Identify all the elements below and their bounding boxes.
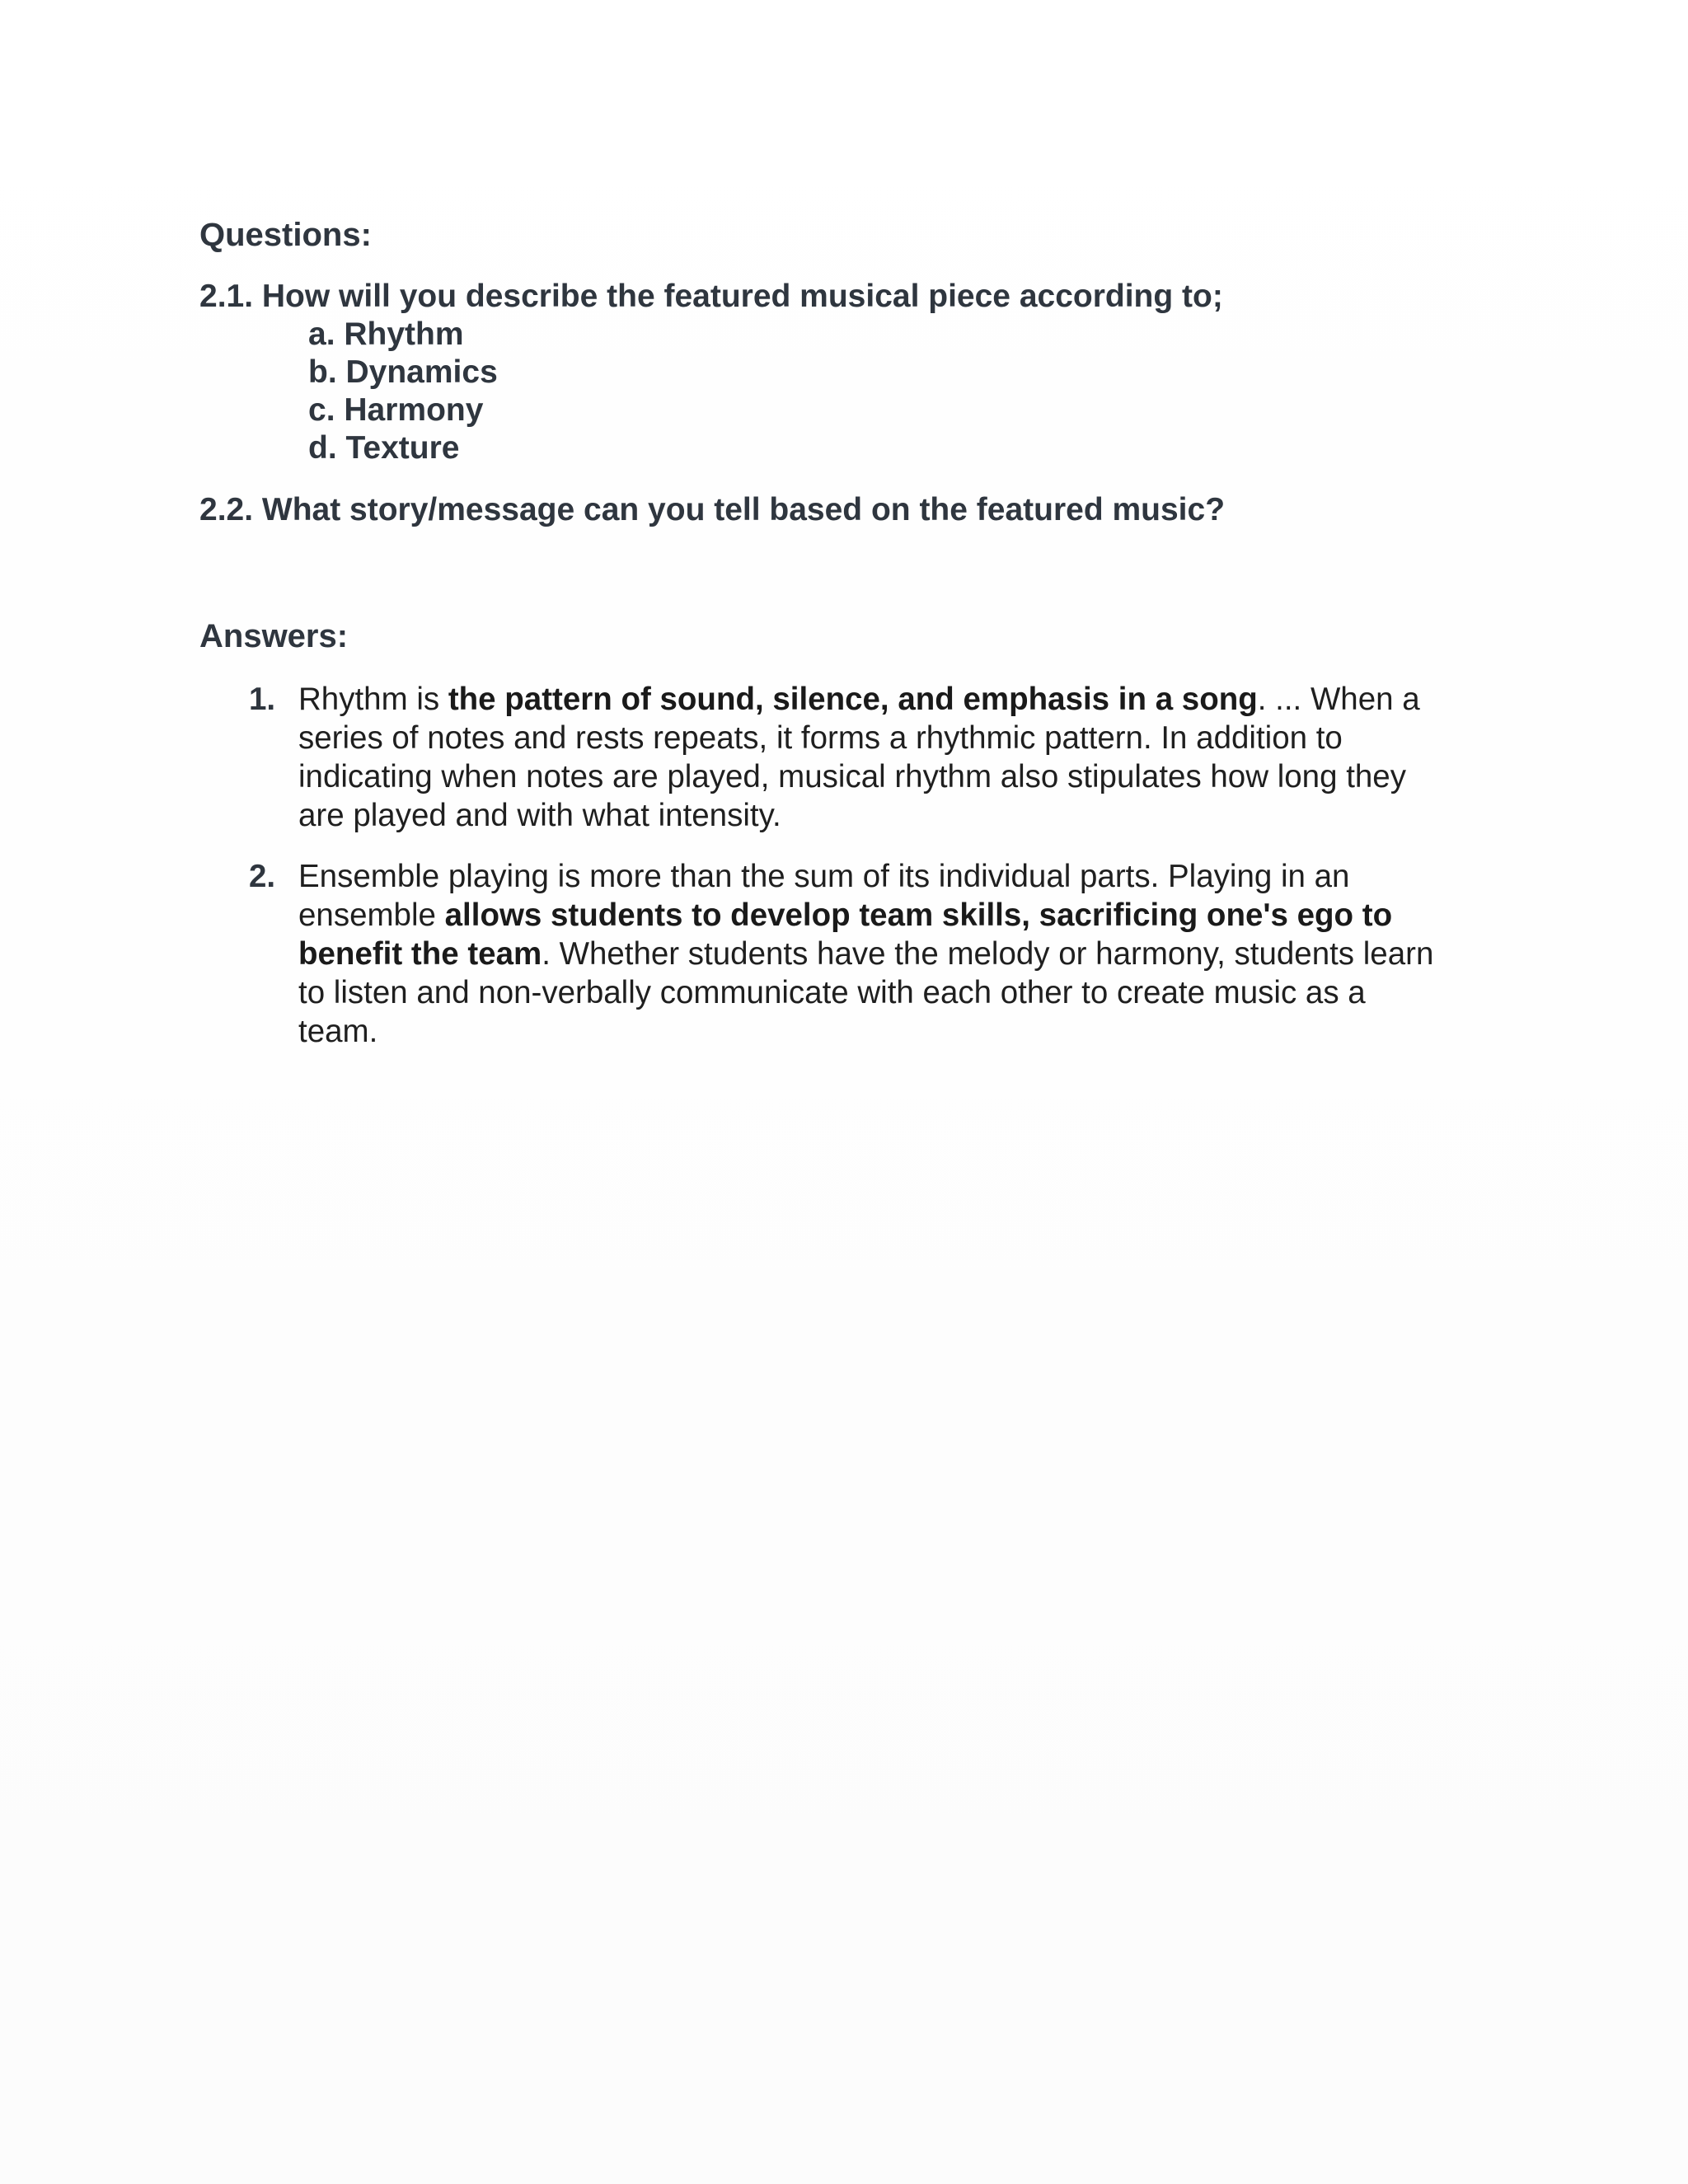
subitem-dynamics: b. Dynamics bbox=[308, 354, 498, 390]
answer-2-line-4: to listen and non-verbally communicate with each other to create music as a bbox=[298, 975, 1366, 1010]
answer-1-line-2: series of notes and rests repeats, it forms a rhythmic pattern. In addition to bbox=[298, 720, 1343, 756]
answers-list bbox=[199, 680, 1493, 1051]
answers-heading: Answers: bbox=[199, 618, 349, 654]
answer-2-line-3-bold: benefit the team bbox=[298, 936, 542, 972]
question-2-1-subitems bbox=[199, 316, 1493, 467]
answer-1-line-1 bbox=[298, 680, 1493, 719]
question-2-2: 2.2. What story/message can you tell based on the featured music? bbox=[199, 492, 1226, 527]
questions-heading: Questions: bbox=[199, 217, 372, 253]
answer-2-line-3 bbox=[298, 935, 1493, 973]
answer-2-line-3-rest: . Whether students have the melody or harmony, students learn bbox=[542, 936, 1434, 972]
answer-2-line-5: team. bbox=[298, 1014, 378, 1049]
document-content bbox=[199, 216, 1493, 1051]
subitem-rhythm: a. Rhythm bbox=[308, 316, 464, 352]
question-2-1: 2.1. How will you describe the featured musical piece according to; bbox=[199, 279, 1223, 314]
answer-1-lead: Rhythm is bbox=[298, 682, 448, 717]
answer-2-line-2 bbox=[298, 896, 1493, 935]
subitem-harmony: c. Harmony bbox=[308, 392, 484, 428]
answer-1-line-1-rest: . ... When a bbox=[1257, 682, 1420, 717]
answer-1-number: 1. bbox=[249, 682, 276, 717]
answer-1-line-4: are played and with what intensity. bbox=[298, 798, 781, 833]
answer-2-line-2-lead: ensemble bbox=[298, 898, 445, 933]
answer-2 bbox=[199, 857, 1493, 1051]
answer-2-line-2-bold: allows students to develop team skills, sacrificing one's ego to bbox=[444, 898, 1393, 933]
answer-1-bold: the pattern of sound, silence, and emphasis in a song bbox=[448, 682, 1258, 717]
answer-2-line-1: Ensemble playing is more than the sum of its individual parts. Playing in an bbox=[298, 859, 1350, 894]
answer-1-line-3: indicating when notes are played, musical rhythm also stipulates how long they bbox=[298, 759, 1406, 794]
answer-1 bbox=[199, 680, 1493, 835]
subitem-texture: d. Texture bbox=[308, 430, 460, 466]
answer-2-number: 2. bbox=[249, 859, 276, 894]
